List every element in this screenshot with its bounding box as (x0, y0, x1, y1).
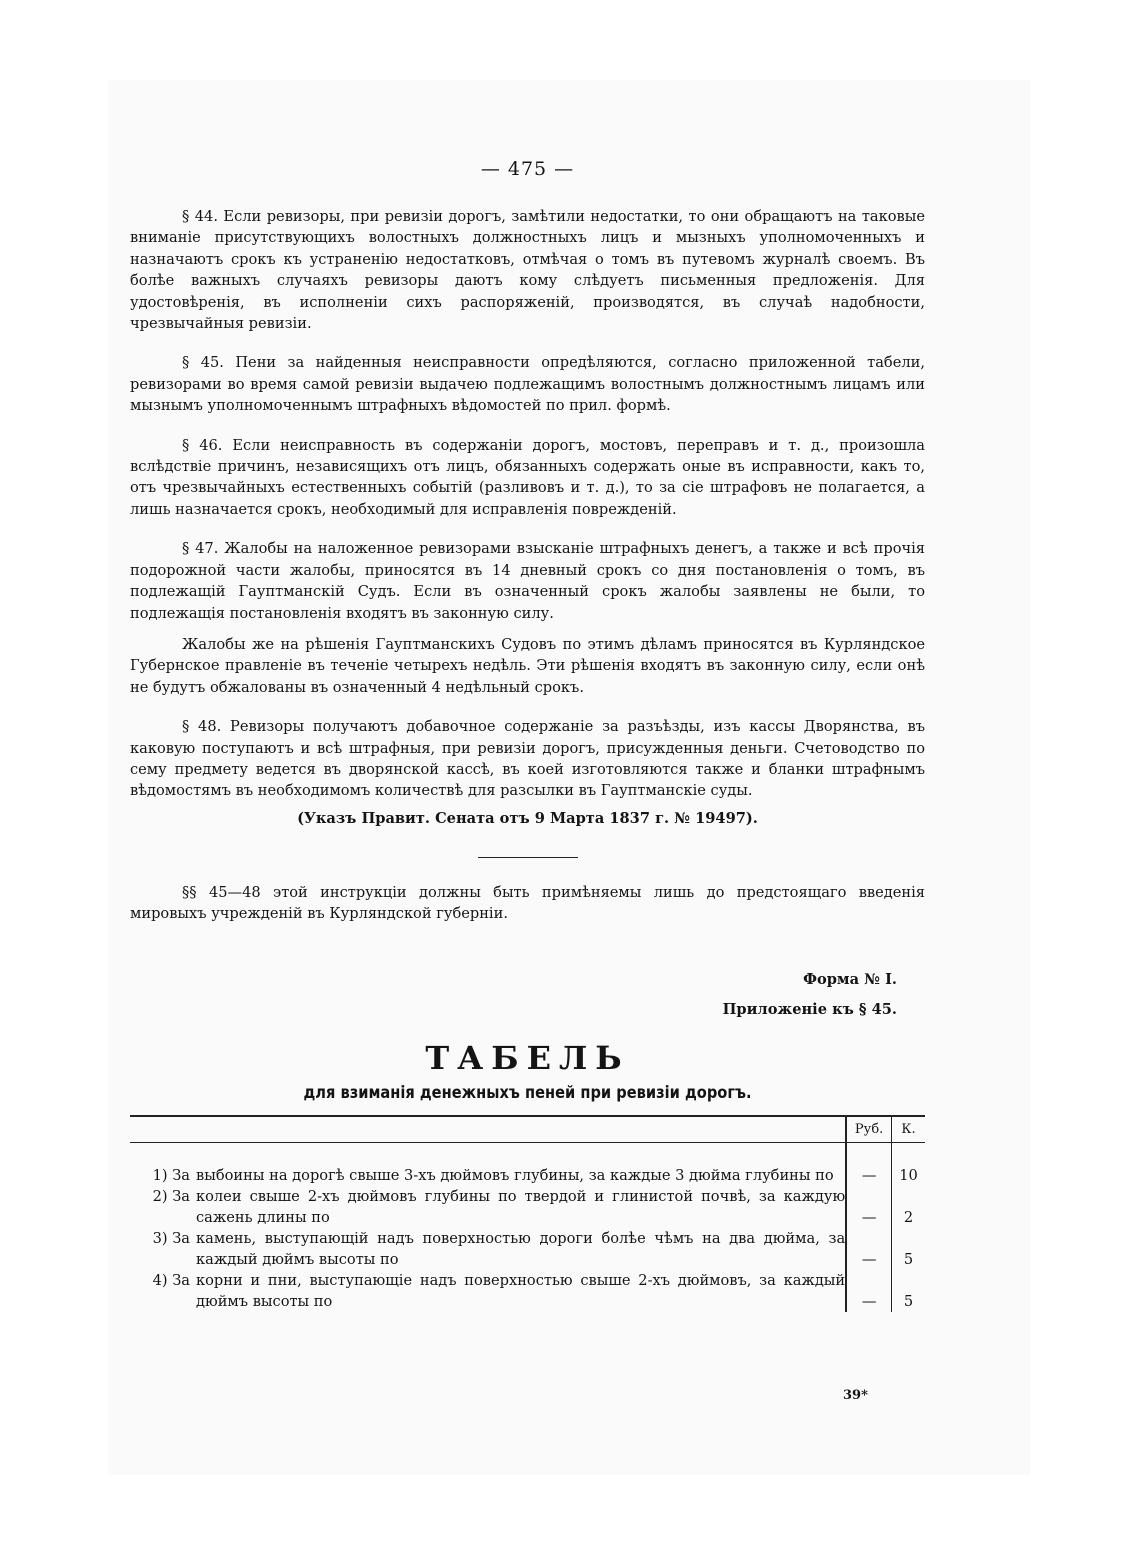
row-num: 2) За (152, 1187, 190, 1205)
row-rub: — (846, 1228, 891, 1270)
paragraph-47: § 47. Жалобы на наложенное ревизорами взысканіе штрафныхъ денегъ, а также и всѣ прочія подорожной части жалобы, приносятся въ 14 дневный срокъ со дня постановленія о томъ, въ подлежащій Гауптманскій Судъ. Если въ означенный срокъ жалобы заявлены не были, то подлежащія постановленія входятъ въ законную силу. (130, 540, 925, 622)
form-label: Форма № I. (803, 970, 897, 988)
appendix-label: Приложеніе къ § 45. (722, 1000, 897, 1018)
document-body (130, 206, 925, 1312)
paragraph-45: § 45. Пени за найденныя неисправности опредѣляются, согласно приложенной табели, ревизорами во время самой ревизіи выдачею подлежащимъ волостнымъ должностнымъ лицамъ или мызнымъ уполномоченнымъ штрафныхъ вѣдомостей по прил. формѣ. (130, 354, 925, 415)
header-desc (130, 1116, 846, 1143)
row-rub: — (846, 1165, 891, 1186)
row-rub: — (846, 1270, 891, 1312)
row-text: корни и пни, выступающіе надъ поверхностью свыше 2-хъ дюймовъ, за каждый дюймъ высоты по (196, 1271, 846, 1310)
table-row (130, 1186, 925, 1228)
tabel-title: ТАБЕЛЬ (425, 1038, 630, 1077)
citation: (Указъ Правит. Сената отъ 9 Марта 1837 г. № 19497). (297, 809, 758, 827)
paragraph-48: § 48. Ревизоры получаютъ добавочное содержаніе за разъѣзды, изъ кассы Дворянства, въ каковую поступаютъ и всѣ штрафныя, при ревизіи дорогъ, присужденныя деньги. Счетоводство по сему предмету ведется въ дворянской кассѣ, въ коей изготовляются также и бланки штрафнымъ вѣдомостямъ въ необходимомъ количествѣ для разсылки въ Гауптманскіе суды. (130, 718, 925, 800)
row-num: 1) За (152, 1166, 190, 1184)
row-num: 3) За (152, 1229, 190, 1247)
row-text: выбоины на дорогѣ свыше 3-хъ дюймовъ глубины, за каждые 3 дюйма глубины по (196, 1166, 834, 1184)
row-kop: 10 (892, 1165, 925, 1186)
page-number: — 475 — (480, 158, 575, 180)
row-num: 4) За (152, 1271, 190, 1289)
paragraph-44: § 44. Если ревизоры, при ревизіи дорогъ, замѣтили недостатки, то они обращаютъ на таковые вниманіе присутствующихъ волостныхъ должностныхъ лицъ и мызныхъ уполномоченныхъ и назначаютъ срокъ къ устраненію недостатковъ, отмѣчая о томъ въ путевомъ журналѣ своемъ. Въ болѣе важныхъ случаяхъ ревизоры даютъ кому слѣдуетъ письменныя предложенія. Для удостовѣренія, въ исполненіи сихъ распоряженій, производятся, въ случаѣ надобности, чрезвычайныя ревизіи. (130, 208, 925, 333)
row-text: камень, выступающій надъ поверхностью дороги болѣе чѣмъ на два дюйма, за каждый дюймъ высоты по (196, 1229, 846, 1268)
table-row (130, 1165, 925, 1186)
header-rub: Руб. (846, 1116, 891, 1143)
row-text: колеи свыше 2-хъ дюймовъ глубины по твердой и глинистой почвѣ, за каждую сажень длины по (196, 1187, 846, 1226)
row-kop: 5 (892, 1270, 925, 1312)
header-kop: К. (892, 1116, 925, 1143)
tabel-subtitle: для взиманія денежныхъ пеней при ревизіи дорогъ. (303, 1082, 752, 1103)
fines-table (130, 1115, 925, 1312)
row-kop: 5 (892, 1228, 925, 1270)
paragraph-46: § 46. Если неисправность въ содержаніи дорогъ, мостовъ, переправъ и т. д., произошла вслѣдствіе причинъ, независящихъ отъ лицъ, обязанныхъ содержать оные въ исправности, какъ то, отъ чрезвычайныхъ естественныхъ событій (разливовъ и т. д.), то за сіе штрафовъ не полагается, а лишь назначается срокъ, необходимый для исправленія поврежденій. (130, 436, 925, 518)
transitional-note: §§ 45—48 этой инструкціи должны быть примѣняемы лишь до предстоящаго введенія мировыхъ учрежденій въ Курляндской губерніи. (130, 883, 925, 923)
row-kop: 2 (892, 1186, 925, 1228)
row-rub: — (846, 1186, 891, 1228)
table-row (130, 1228, 925, 1270)
signature-mark: 39* (843, 1388, 868, 1403)
table-row (130, 1270, 925, 1312)
table-header-row (130, 1116, 925, 1143)
paragraph-47-appeal: Жалобы же на рѣшенія Гауптманскихъ Судовъ по этимъ дѣламъ приносятся въ Курляндское Губернское правленіе въ теченіе четырехъ недѣль. Эти рѣшенія входятъ въ законную силу, если онѣ не будутъ обжалованы въ означенный 4 недѣльный срокъ. (130, 635, 925, 696)
table-spacer-row (130, 1142, 925, 1165)
